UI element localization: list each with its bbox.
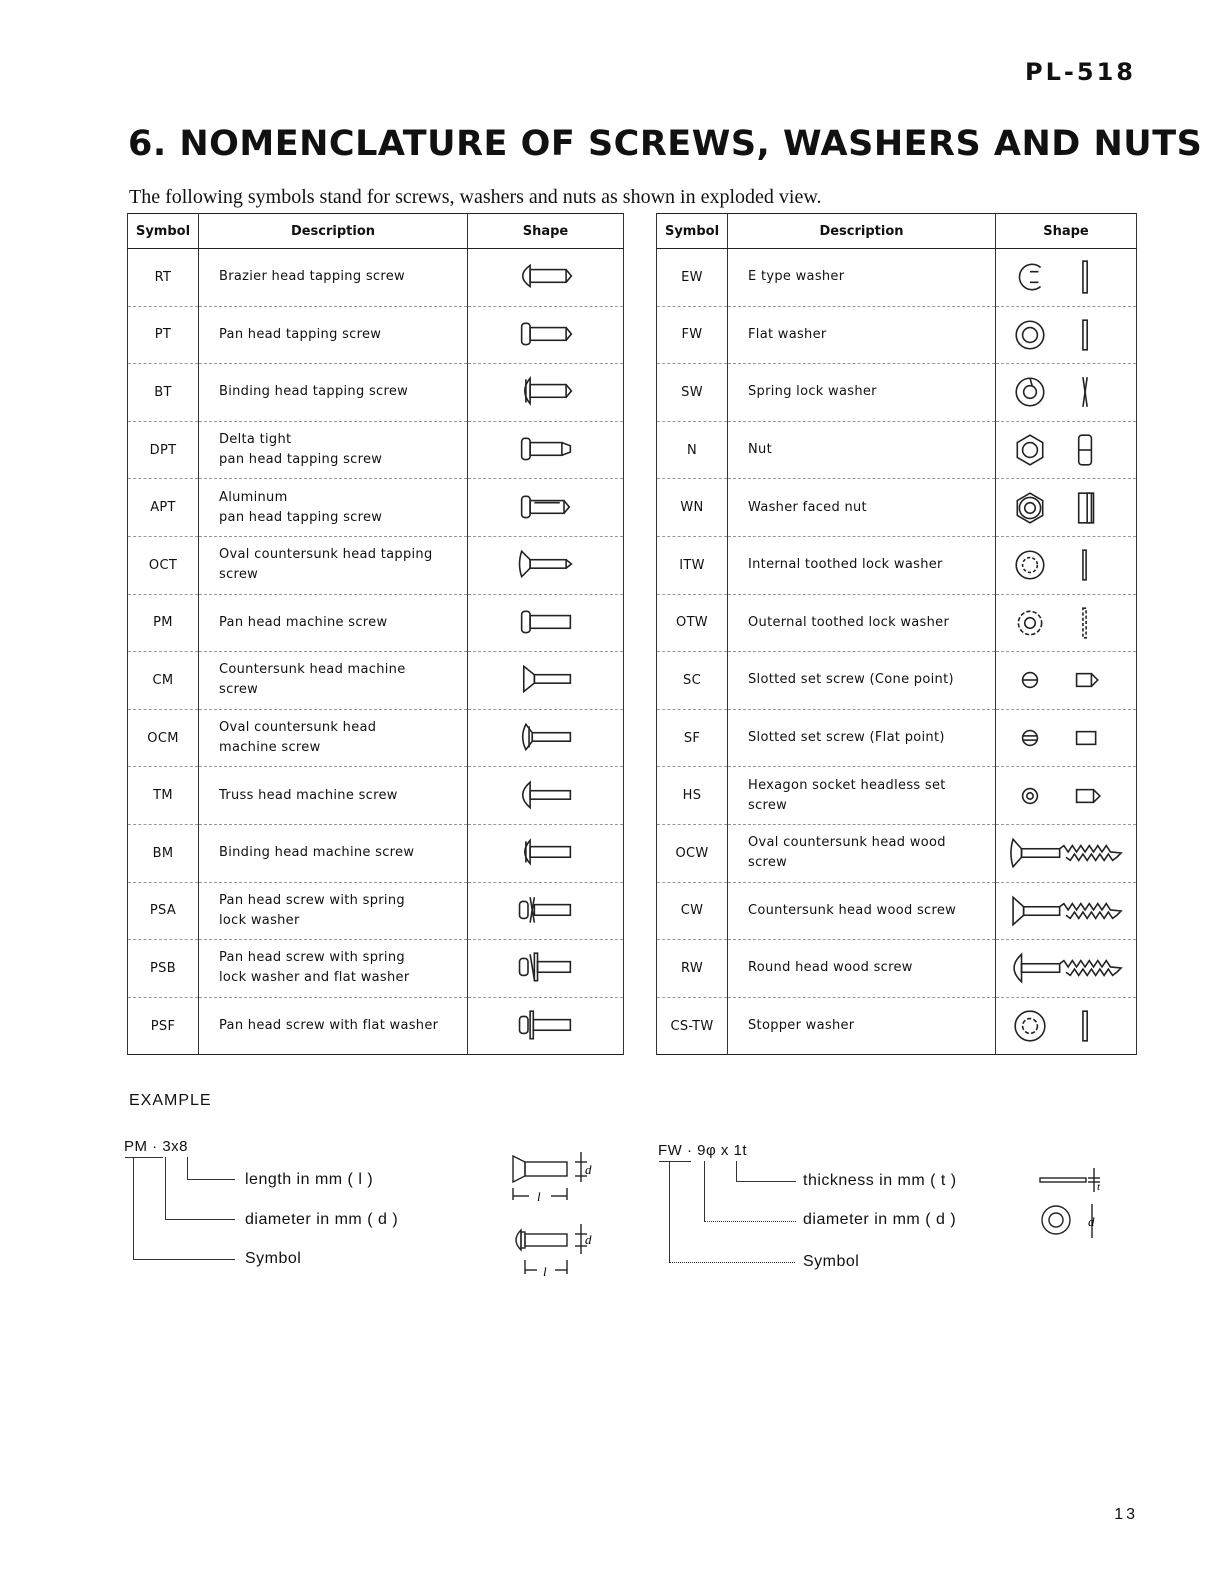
symbol-cell: PSB [128, 940, 199, 998]
description-line: Oval countersunk head [219, 720, 377, 736]
description-line: lock washer and flat washer [219, 970, 410, 986]
description-header: Description [199, 214, 468, 249]
table-row [128, 421, 624, 479]
symbol-cell: PT [128, 306, 199, 364]
shape-cell [468, 824, 624, 882]
description-cell [728, 594, 996, 652]
description-cell [728, 249, 996, 307]
description-cell [728, 536, 996, 594]
shape-cell [468, 306, 624, 364]
set-screw-cone-icon [1003, 662, 1129, 698]
shape-cell [468, 594, 624, 652]
leader-line [704, 1221, 796, 1222]
shape-cell [996, 249, 1137, 307]
description-line: Pan head tapping screw [219, 326, 382, 342]
dim-d-label: d [1088, 1214, 1095, 1229]
thickness-label: thickness in mm ( t ) [803, 1172, 957, 1189]
e-type-washer-icon [1003, 259, 1129, 295]
table-row [128, 249, 624, 307]
symbol-cell: BM [128, 824, 199, 882]
symbol-cell: SC [657, 652, 728, 710]
leader-line [133, 1259, 235, 1260]
description-cell [199, 594, 468, 652]
table-row [657, 767, 1137, 825]
hex-socket-set-screw-icon [1003, 778, 1129, 814]
leader-line [187, 1179, 235, 1180]
symbol-header: Symbol [657, 214, 728, 249]
spring-lock-washer-icon [1003, 374, 1129, 410]
model-number: PL-518 [1025, 58, 1136, 86]
shape-cell [996, 652, 1137, 710]
symbol-cell: SW [657, 364, 728, 422]
length-label: length in mm ( l ) [245, 1171, 374, 1188]
table-row [128, 306, 624, 364]
symbol-cell: TM [128, 767, 199, 825]
description-cell [199, 536, 468, 594]
leader-line [187, 1157, 188, 1179]
table-row [657, 997, 1137, 1055]
description-line: Countersunk head wood screw [748, 902, 957, 918]
pan-head-screw-icon [511, 317, 581, 353]
example-code-pm: PM · 3x8 [124, 1138, 189, 1155]
description-line: Aluminum [219, 489, 288, 505]
description-cell [199, 709, 468, 767]
description-line: Binding head machine screw [219, 845, 415, 861]
description-line: Truss head machine screw [219, 787, 398, 803]
description-cell [728, 997, 996, 1055]
symbol-cell: PSA [128, 882, 199, 940]
symbol-cell: PM [128, 594, 199, 652]
table-row [657, 709, 1137, 767]
flat-washer-icon [1003, 317, 1129, 353]
truss-head-screw-icon [511, 778, 581, 814]
description-cell [728, 709, 996, 767]
nut-icon [1003, 432, 1129, 468]
table-row [128, 709, 624, 767]
table-row [657, 940, 1137, 998]
symbol-cell: OTW [657, 594, 728, 652]
diameter-label: diameter in mm ( d ) [803, 1211, 957, 1228]
description-line: Binding head tapping screw [219, 384, 409, 400]
example-code-fw: FW · 9φ x 1t [658, 1142, 748, 1159]
description-line: E type washer [748, 269, 845, 285]
countersunk-screw-dimension-icon [505, 1148, 605, 1280]
symbol-header: Symbol [128, 214, 199, 249]
countersunk-wood-screw-icon [1003, 893, 1129, 929]
leader-line [736, 1181, 796, 1182]
shape-cell [996, 997, 1137, 1055]
table-row [657, 249, 1137, 307]
shape-header: Shape [468, 214, 624, 249]
description-cell [199, 997, 468, 1055]
table-row [657, 536, 1137, 594]
symbol-cell: BT [128, 364, 199, 422]
table-row [128, 594, 624, 652]
description-line: Pan head screw with spring [219, 892, 405, 908]
description-line: screw [219, 567, 259, 583]
stopper-washer-icon [1003, 1008, 1129, 1044]
symbol-cell: OCT [128, 536, 199, 594]
diameter-label: diameter in mm ( d ) [245, 1211, 399, 1228]
shape-cell [468, 882, 624, 940]
description-cell [728, 882, 996, 940]
symbol-cell: FW [657, 306, 728, 364]
description-line: Hexagon socket headless set [748, 777, 946, 793]
description-cell [199, 249, 468, 307]
screws-table [127, 213, 624, 1055]
symbol-cell: HS [657, 767, 728, 825]
oval-countersunk-machine-screw-icon [511, 720, 581, 756]
description-line: lock washer [219, 912, 300, 928]
dim-d-label: d [585, 1162, 592, 1177]
shape-cell [468, 364, 624, 422]
shape-cell [996, 709, 1137, 767]
pan-head-machine-screw-icon [511, 605, 581, 641]
set-screw-flat-icon [1003, 720, 1129, 756]
dim-t-label: t [1097, 1181, 1101, 1193]
description-line: Round head wood screw [748, 960, 913, 976]
description-line: Pan head machine screw [219, 614, 388, 630]
description-cell [199, 824, 468, 882]
description-line: Pan head screw with flat washer [219, 1018, 439, 1034]
description-line: Pan head screw with spring [219, 950, 405, 966]
binding-head-machine-screw-icon [511, 835, 581, 871]
symbol-cell: N [657, 421, 728, 479]
description-line: Spring lock washer [748, 384, 877, 400]
leader-line [669, 1161, 670, 1262]
binding-head-screw-icon [511, 374, 581, 410]
description-line: Brazier head tapping screw [219, 269, 405, 285]
internal-toothed-washer-icon [1003, 547, 1129, 583]
dim-l-label: l [543, 1264, 547, 1279]
description-line: Outernal toothed lock washer [748, 614, 950, 630]
symbol-cell: RW [657, 940, 728, 998]
table-row [657, 479, 1137, 537]
description-cell [728, 421, 996, 479]
table-row [128, 767, 624, 825]
description-line: Washer faced nut [748, 499, 867, 515]
leader-line [165, 1219, 235, 1220]
symbol-cell: WN [657, 479, 728, 537]
brazier-head-screw-icon [511, 259, 581, 295]
description-cell [728, 306, 996, 364]
shape-cell [996, 882, 1137, 940]
symbol-cell: DPT [128, 421, 199, 479]
description-header: Description [728, 214, 996, 249]
symbol-label: Symbol [803, 1253, 860, 1270]
aluminum-pan-head-screw-icon [511, 490, 581, 526]
symbol-cell: OCW [657, 824, 728, 882]
description-cell [199, 479, 468, 537]
table-row [128, 536, 624, 594]
description-cell [199, 767, 468, 825]
round-head-wood-screw-icon [1003, 950, 1129, 986]
description-cell [199, 652, 468, 710]
shape-cell [996, 536, 1137, 594]
description-cell [728, 652, 996, 710]
shape-cell [996, 940, 1137, 998]
countersunk-machine-screw-icon [511, 662, 581, 698]
description-cell [199, 364, 468, 422]
symbol-cell: ITW [657, 536, 728, 594]
description-line: Slotted set screw (Cone point) [748, 672, 954, 688]
shape-cell [468, 767, 624, 825]
table-row [657, 882, 1137, 940]
description-line: screw [748, 855, 788, 871]
description-line: Internal toothed lock washer [748, 557, 943, 573]
shape-cell [996, 364, 1137, 422]
leader-line [704, 1161, 705, 1221]
leader-line [165, 1157, 166, 1219]
table-row [128, 940, 624, 998]
symbol-cell: CM [128, 652, 199, 710]
dim-d-label: d [585, 1232, 592, 1247]
shape-cell [996, 594, 1137, 652]
washer-faced-nut-icon [1003, 490, 1129, 526]
dim-l-label: l [537, 1189, 541, 1204]
description-line: screw [219, 682, 259, 698]
description-line: Flat washer [748, 326, 827, 342]
symbol-cell: OCM [128, 709, 199, 767]
table-row [657, 306, 1137, 364]
symbol-cell: APT [128, 479, 199, 537]
shape-cell [996, 479, 1137, 537]
shape-cell [468, 479, 624, 537]
page-number: 13 [1114, 1506, 1138, 1523]
shape-cell [468, 421, 624, 479]
description-line: Nut [748, 442, 772, 458]
oval-countersunk-wood-screw-icon [1003, 835, 1129, 871]
description-cell [199, 421, 468, 479]
screw-spring-washer-icon [511, 893, 581, 929]
screw-flat-washer-icon [511, 1008, 581, 1044]
table-row [128, 479, 624, 537]
description-line: machine screw [219, 740, 321, 756]
shape-cell [468, 940, 624, 998]
shape-cell [468, 997, 624, 1055]
shape-cell [996, 824, 1137, 882]
shape-cell [996, 306, 1137, 364]
table-row [128, 652, 624, 710]
page-title: 6. NOMENCLATURE OF SCREWS, WASHERS AND NUTS [128, 124, 1203, 164]
description-line: pan head tapping screw [219, 509, 383, 525]
oval-countersunk-screw-icon [511, 547, 581, 583]
description-line: Delta tight [219, 432, 292, 448]
code-underline [125, 1157, 163, 1158]
symbol-cell: PSF [128, 997, 199, 1055]
description-cell [728, 479, 996, 537]
symbol-cell: CS-TW [657, 997, 728, 1055]
description-line: screw [748, 797, 788, 813]
shape-cell [996, 421, 1137, 479]
description-line: Stopper washer [748, 1018, 855, 1034]
symbol-cell: SF [657, 709, 728, 767]
washers-nuts-table [656, 213, 1137, 1055]
symbol-cell: CW [657, 882, 728, 940]
external-toothed-washer-icon [1003, 605, 1129, 641]
screw-spring-flat-washer-icon [511, 950, 581, 986]
shape-cell [468, 652, 624, 710]
flat-washer-dimension-icon [1036, 1164, 1106, 1248]
description-line: pan head tapping screw [219, 452, 383, 468]
leader-line [133, 1157, 134, 1259]
description-line: Oval countersunk head wood [748, 835, 946, 851]
description-line: Countersunk head machine [219, 662, 406, 678]
description-cell [199, 940, 468, 998]
shape-cell [468, 709, 624, 767]
leader-line [736, 1161, 737, 1181]
description-cell [199, 882, 468, 940]
table-row [657, 652, 1137, 710]
leader-line [669, 1262, 795, 1263]
table-row [657, 594, 1137, 652]
example-label: EXAMPLE [129, 1092, 212, 1109]
symbol-cell: RT [128, 249, 199, 307]
description-cell [728, 767, 996, 825]
description-line: Oval countersunk head tapping [219, 547, 433, 563]
table-row [128, 364, 624, 422]
symbol-label: Symbol [245, 1250, 302, 1267]
shape-header: Shape [996, 214, 1137, 249]
description-cell [199, 306, 468, 364]
table-row [128, 997, 624, 1055]
description-cell [728, 824, 996, 882]
description-line: Slotted set screw (Flat point) [748, 730, 945, 746]
shape-cell [996, 767, 1137, 825]
table-row [657, 824, 1137, 882]
shape-cell [468, 249, 624, 307]
description-cell [728, 364, 996, 422]
description-cell [728, 940, 996, 998]
shape-cell [468, 536, 624, 594]
code-underline [659, 1161, 691, 1162]
delta-pan-head-screw-icon [511, 432, 581, 468]
table-row [657, 421, 1137, 479]
table-row [657, 364, 1137, 422]
intro-text: The following symbols stand for screws, washers and nuts as shown in exploded view. [129, 186, 822, 208]
symbol-cell: EW [657, 249, 728, 307]
table-row [128, 824, 624, 882]
table-row [128, 882, 624, 940]
